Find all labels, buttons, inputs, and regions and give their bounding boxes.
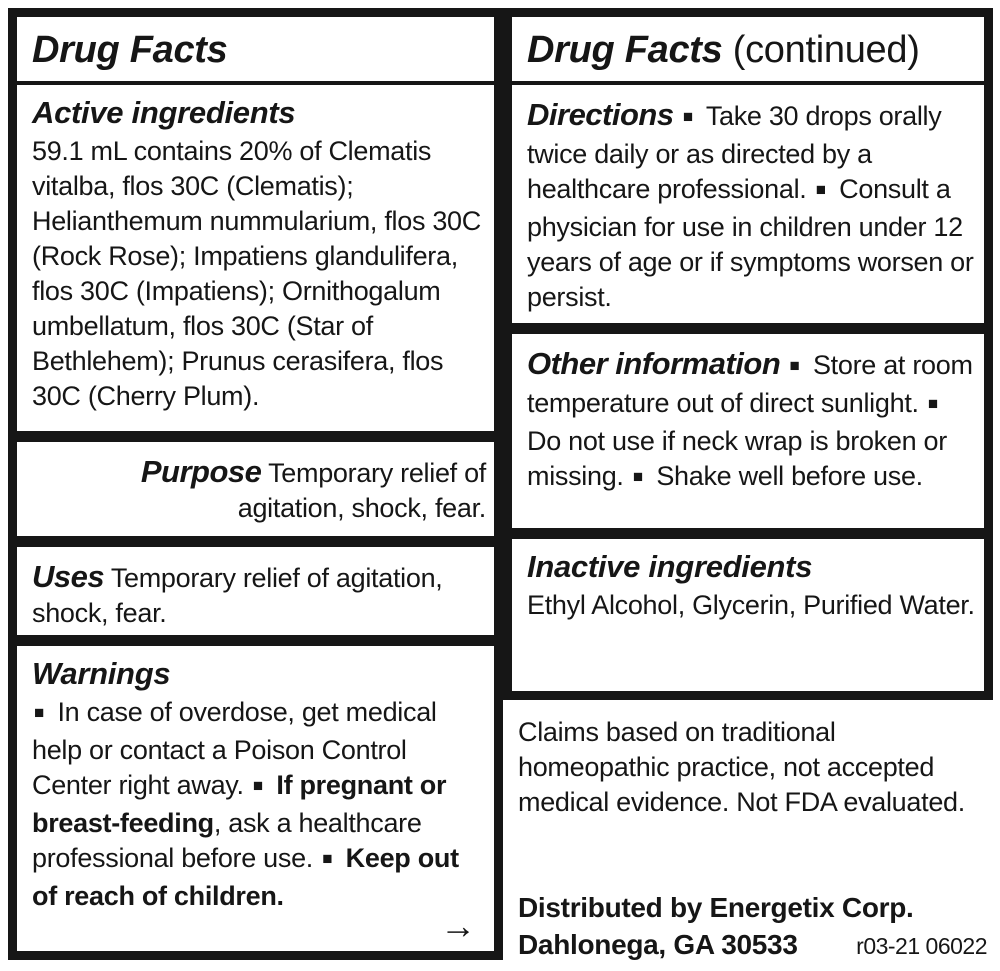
drug-facts-title [17, 17, 494, 81]
section-uses [17, 536, 494, 635]
warnings-heading: Warnings [32, 656, 171, 691]
distributor-block [518, 889, 989, 965]
revision-code: r03-21 06022 [856, 933, 987, 959]
warnings-item-3-bold: Keep out of reach of children. [32, 843, 459, 911]
bullet-icon: ■ [927, 394, 939, 413]
bullet-icon: ■ [632, 467, 644, 486]
section-inactive-ingredients [512, 528, 984, 691]
warnings-item-1: In case of overdose, get medical help or contact a Poison Control Center right away. [32, 697, 437, 800]
drug-facts-title-text: Drug Facts [32, 29, 228, 71]
purpose-body [17, 442, 494, 526]
other-item-2: Do not use if neck wrap is broken or missing. [527, 426, 947, 491]
drug-facts-panel-left [8, 8, 503, 960]
section-purpose [17, 431, 494, 536]
other-item-1: Store at room temperature out of direct sunlight. [527, 350, 973, 418]
distributor-line-1: Distributed by Energetix Corp. [518, 892, 914, 923]
other-information-heading: Other information [527, 346, 781, 381]
drug-facts-continued-title [512, 17, 984, 81]
claims-disclaimer: Claims based on traditional homeopathic practice, not accepted medical evidence. Not FDA evaluated. [518, 717, 965, 817]
continue-arrow-icon: → [440, 905, 476, 946]
section-other-information [512, 323, 984, 528]
bullet-icon: ■ [789, 356, 800, 375]
other-information-body [512, 334, 984, 497]
continued-label: (continued) [732, 29, 920, 71]
directions-item-2: Consult a physician for use in children under 12 years of age or if symptoms worsen or persist. [527, 174, 974, 312]
bullet-icon: ■ [252, 776, 264, 795]
inactive-ingredients-body: Ethyl Alcohol, Glycerin, Purified Water. [527, 590, 975, 620]
section-active-ingredients [17, 17, 494, 431]
distributor-line-2 [518, 926, 989, 965]
section-warnings [17, 635, 494, 951]
bullet-icon: ■ [682, 107, 694, 126]
active-ingredients-body: 59.1 mL contains 20% of Clematis vitalba, flos 30C (Clematis); Helianthemum nummularium, flos 30C (Rock Rose); Impatiens glandulifera, flos 30C (Impatiens); Ornithogalum umbellatum, flos 30C (Star of Bethlehem); Prunus cerasifera, flos 30C (Cherry Plum). [32, 136, 481, 411]
inactive-ingredients-heading: Inactive ingredients [527, 549, 813, 584]
bullet-icon: ■ [34, 703, 45, 722]
bullet-icon: ■ [322, 849, 333, 868]
directions-heading: Directions [527, 97, 674, 132]
distributor-city: Dahlonega, GA 30533 [518, 929, 798, 960]
bullet-icon: ■ [815, 180, 826, 199]
purpose-heading: Purpose [140, 454, 262, 489]
drug-facts-continued-box [503, 8, 993, 700]
other-item-3: Shake well before use. [656, 461, 923, 491]
warnings-item-2-rest: , ask a healthcare professional before use. [32, 808, 422, 873]
warnings-item-2-bold: If pregnant or breast-feeding [32, 770, 447, 838]
purpose-text: Temporary relief of agitation, shock, fear. [237, 458, 486, 523]
directions-body [512, 85, 984, 315]
active-ingredients-heading: Active ingredients [32, 95, 296, 130]
uses-heading: Uses [32, 559, 105, 594]
warnings-body [17, 693, 494, 914]
drug-facts-continued-title-text: Drug Facts [527, 29, 723, 71]
directions-item-1: Take 30 drops orally twice daily or as directed by a healthcare professional. [527, 101, 942, 204]
uses-body [17, 547, 494, 631]
section-directions [512, 17, 984, 323]
drug-facts-panel-right [503, 8, 993, 971]
uses-text: Temporary relief of agitation, shock, fear. [32, 563, 443, 628]
footer-area [503, 700, 993, 971]
